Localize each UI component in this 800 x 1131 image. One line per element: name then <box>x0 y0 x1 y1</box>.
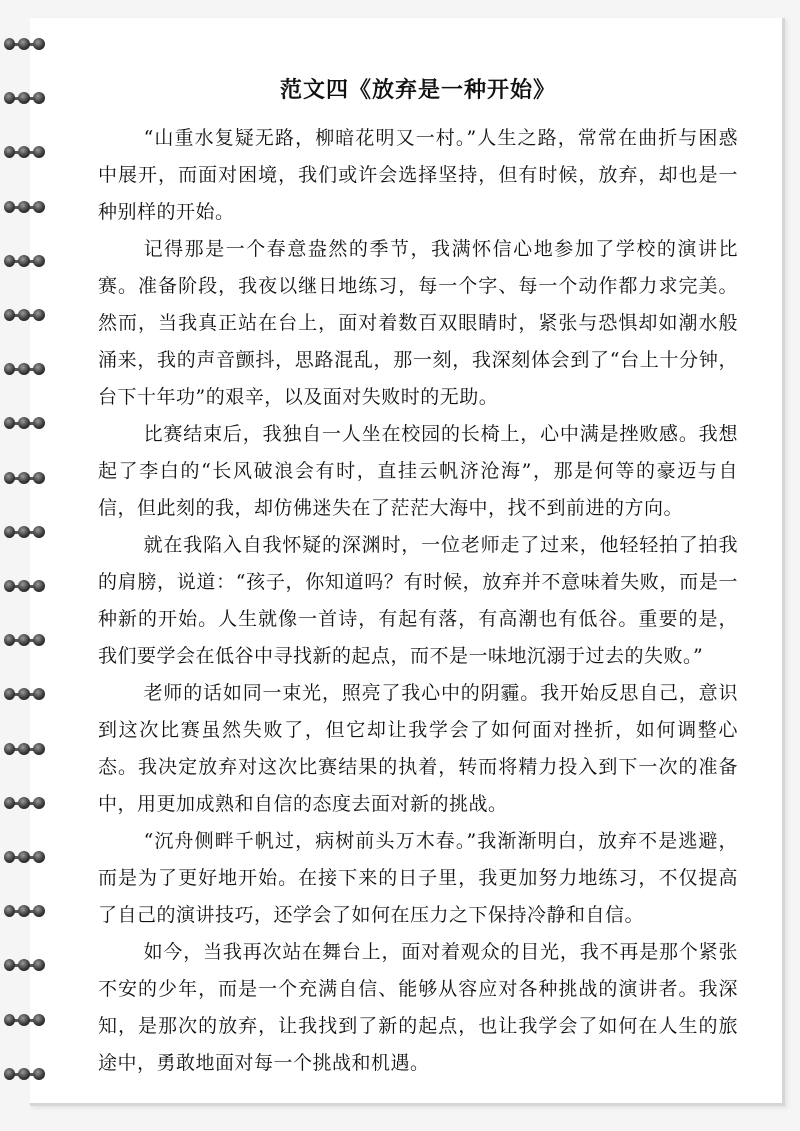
spiral-binding-ring-icon <box>4 634 48 646</box>
spiral-binding-ring-icon <box>4 1014 48 1026</box>
spiral-binding-ring-icon <box>4 743 48 755</box>
spiral-binding-ring-icon <box>4 688 48 700</box>
spiral-binding-ring-icon <box>4 526 48 538</box>
essay-paragraph-5: 老师的话如同一束光，照亮了我心中的阴霾。我开始反思自己，意识到这次比赛虽然失败了，但它却让我学会了如何面对挫折，如何调整心态。我决定放弃对这次比赛结果的执着，转而将精力投入到下一次的准备中，用更加成熟和自信的态度去面对新的挑战。 <box>98 682 738 815</box>
spiral-binding-ring-icon <box>4 201 48 213</box>
essay-paragraph-2: 记得那是一个春意盎然的季节，我满怀信心地参加了学校的演讲比赛。准备阶段，我夜以继日地练习，每一个字、每一个动作都力求完美。然而，当我真正站在台上，面对着数百双眼睛时，紧张与恐惧却如潮水般涌来，我的声音颤抖，思路混乱，那一刻，我深刻体会到了“台上十分钟，台下十年功”的艰辛，以及面对失败时的无助。 <box>98 238 738 408</box>
spiral-binding-ring-icon <box>4 472 48 484</box>
spiral-binding-ring-icon <box>4 38 48 50</box>
spiral-binding-ring-icon <box>4 363 48 375</box>
essay-paragraph-4: 就在我陷入自我怀疑的深渊时，一位老师走了过来，他轻轻拍了拍我的肩膀，说道：“孩子，你知道吗？有时候，放弃并不意味着失败，而是一种新的开始。人生就像一首诗，有起有落，有高潮也有低谷。重要的是，我们要学会在低谷中寻找新的起点，而不是一味地沉溺于过去的失败。” <box>98 534 738 667</box>
spiral-binding-ring-icon <box>4 417 48 429</box>
essay-content <box>98 70 738 1082</box>
spiral-binding-ring-icon <box>4 146 48 158</box>
spiral-binding-ring-icon <box>4 1068 48 1080</box>
spiral-binding-ring-icon <box>4 92 48 104</box>
essay-title: 范文四《放弃是一种开始》 <box>279 77 556 103</box>
essay-paragraph-6: “沉舟侧畔千帆过，病树前头万木春。”我渐渐明白，放弃不是逃避，而是为了更好地开始。在接下来的日子里，我更加努力地练习，不仅提高了自己的演讲技巧，还学会了如何在压力之下保持冷静和自信。 <box>98 830 738 926</box>
essay-paragraph-7: 如今，当我再次站在舞台上，面对着观众的目光，我不再是那个紧张不安的少年，而是一个充满自信、能够从容应对各种挑战的演讲者。我深知，是那次的放弃，让我找到了新的起点，也让我学会了如何在人生的旅途中，勇敢地面对每一个挑战和机遇。 <box>98 941 738 1074</box>
essay-paragraph-1: “山重水复疑无路，柳暗花明又一村。”人生之路，常常在曲折与困惑中展开，而面对困境，我们或许会选择坚持，但有时候，放弃，却也是一种别样的开始。 <box>98 127 738 223</box>
spiral-binding-ring-icon <box>4 851 48 863</box>
spiral-binding-ring-icon <box>4 580 48 592</box>
spiral-binding-ring-icon <box>4 797 48 809</box>
spiral-binding-ring-icon <box>4 905 48 917</box>
essay-paragraph-3: 比赛结束后，我独自一人坐在校园的长椅上，心中满是挫败感。我想起了李白的“长风破浪会有时，直挂云帆济沧海”，那是何等的豪迈与自信，但此刻的我，却仿佛迷失在了茫茫大海中，找不到前进的方向。 <box>98 423 738 519</box>
spiral-binding-ring-icon <box>4 255 48 267</box>
spiral-binding-ring-icon <box>4 959 48 971</box>
spiral-binding-ring-icon <box>4 309 48 321</box>
